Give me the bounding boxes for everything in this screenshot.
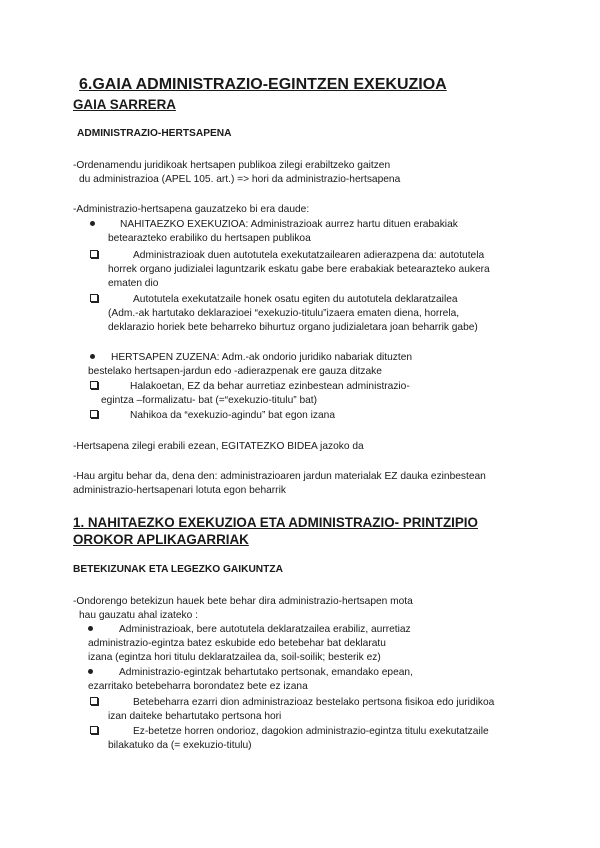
- paragraph-line: -Administrazio-hertsapena gauzatzeko bi era daude:: [73, 204, 310, 215]
- list-item: Halakoetan, EZ da behar aurretiaz ezinbestean administrazio-: [130, 381, 410, 392]
- section-heading: 1. NAHITAEZKO EXEKUZIOA ETA ADMINISTRAZIO- PRINTZIPIO: [73, 515, 478, 530]
- list-item: Administrazio-egintzak behartutako pertsonak, emandako epean,: [119, 667, 413, 678]
- list-item: Nahikoa da “exekuzio-agindu” bat egon izana: [130, 410, 336, 421]
- list-item: izana (egintza hori titulu deklaratzailea da, soil-soilik; besterik ez): [88, 652, 381, 663]
- paragraph-line: administrazio-hertsapenari lotuta egon beharrik: [73, 485, 286, 496]
- list-item: deklarazio horiek bete beharreko bihurtuz organo judizialetara joan beharrik gabe): [108, 322, 478, 333]
- paragraph-line: -Ordenamendu juridikoak hertsapen publikoa zilegi erabiltzeko gaitzen: [73, 160, 391, 171]
- list-item: betearazteko erabiliko du hertsapen publikoa: [108, 233, 311, 244]
- section-heading: OROKOR APLIKAGARRIAK: [73, 532, 249, 547]
- list-item: Autotutela exekutatzaile honek osatu egiten du autotutela deklaratzailea: [133, 294, 458, 305]
- list-item: bestelako hertsapen-jardun edo -adierazpenak ere gauza ditzake: [88, 366, 382, 377]
- list-item: horrek organo judizialei laguntzarik eskatu gabe bere erabakiak betearazteko aukera: [108, 264, 490, 275]
- checkbox-bullet-icon: [90, 696, 98, 709]
- bullet-dot-icon: [90, 351, 95, 364]
- subheading-betekizunak: BETEKIZUNAK ETA LEGEZKO GAIKUNTZA: [73, 564, 283, 575]
- list-item: Ez-betetze horren ondorioz, dagokion administrazio-egintza titulu exekutatzaile: [133, 726, 489, 737]
- list-item: HERTSAPEN ZUZENA: Adm.-ak ondorio juridiko nabariak dituzten: [111, 352, 413, 363]
- bullet-dot-icon: [88, 666, 93, 679]
- list-item: egintza –formalizatu- bat (=“exekuzio-titulu” bat): [101, 395, 318, 406]
- bullet-dot-icon: [88, 623, 93, 636]
- page-title: 6.GAIA ADMINISTRAZIO-EGINTZEN EXEKUZIOA: [79, 76, 447, 93]
- list-item: (Adm.-ak hartutako deklarazioei “exekuzio-titulu”izaera ematen diena, horrela,: [108, 308, 460, 319]
- list-item: izan daiteke behartutako pertsona hori: [108, 711, 282, 722]
- intro-heading: GAIA SARRERA: [73, 97, 176, 112]
- checkbox-bullet-icon: [90, 293, 98, 306]
- paragraph-line: du administrazioa (APEL 105. art.) => hori da administrazio-hertsapena: [79, 174, 401, 185]
- paragraph-line: -Hau argitu behar da, dena den: administrazioaren jardun materialak EZ dauka ezinbestean: [73, 471, 486, 482]
- paragraph-line: hau gauzatu ahal izateko :: [79, 610, 198, 621]
- bullet-dot-icon: [90, 218, 95, 231]
- list-item: ematen dio: [108, 278, 159, 289]
- list-item: administrazio-egintza batez eskubide edo betebehar bat deklaratu: [88, 638, 386, 649]
- list-item: Betebeharra ezarri dion administrazioaz bestelako pertsona fisikoa edo juridikoa: [133, 697, 495, 708]
- subheading-hertsapena: ADMINISTRAZIO-HERTSAPENA: [77, 128, 232, 139]
- list-item: Administrazioak, bere autotutela deklaratzailea erabiliz, aurretiaz: [119, 624, 411, 635]
- list-item: ezarritako betebeharra borondatez bete ez izana: [88, 681, 308, 692]
- checkbox-bullet-icon: [90, 380, 98, 393]
- paragraph-line: -Ondorengo betekizun hauek bete behar dira administrazio-hertsapen mota: [73, 596, 413, 607]
- list-item: bilakatuko da (= exekuzio-titulu): [108, 740, 252, 751]
- paragraph-line: -Hertsapena zilegi erabili ezean, EGITATEZKO BIDEA jazoko da: [73, 441, 364, 452]
- list-item: Administrazioak duen autotutela exekutatzailearen adierazpena da: autotutela: [133, 250, 485, 261]
- checkbox-bullet-icon: [90, 409, 98, 422]
- checkbox-bullet-icon: [90, 249, 98, 262]
- list-item: NAHITAEZKO EXEKUZIOA: Administrazioak aurrez hartu dituen erabakiak: [120, 219, 458, 230]
- checkbox-bullet-icon: [90, 725, 98, 738]
